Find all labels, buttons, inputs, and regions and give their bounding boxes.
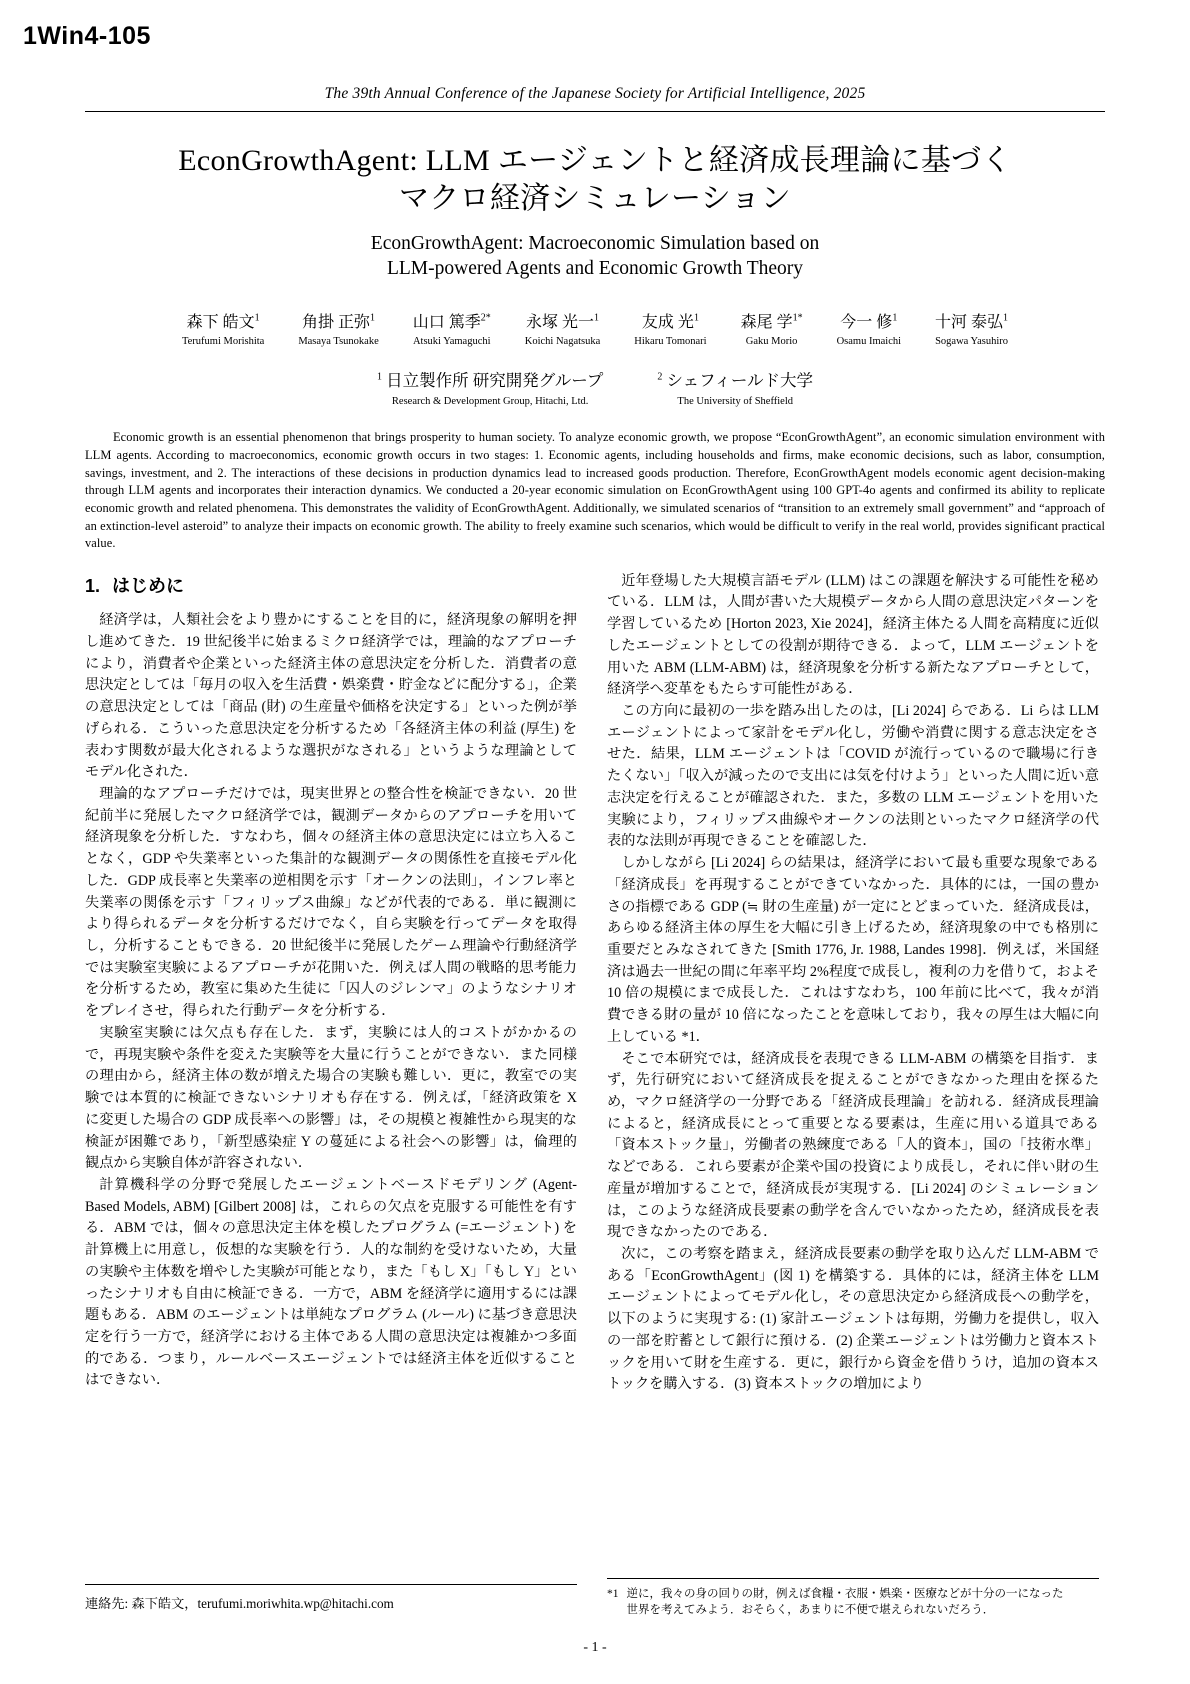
paragraph: 経済学は，人類社会をより豊かにすることを目的に，経済現象の解明を押し進めてきた．19 世紀後半に始まるミクロ経済学では，理論的なアプローチにより，消費者や企業といった経済主体の意思決定を分析した．消費者の意思決定としては「毎月の収入を生活費・娯楽費・貯金などに配分する」，企業の意思決定としては「商品 (財) の生産量や価格を決定する」といった例が挙げられる．こういった意思決定を分析するため「各経済主体の利益 (厚生) を表わす関数が最大化されるような選択がなされる」というような理論としてモデル化された．: [85, 612, 577, 781]
author: [281, 309, 395, 347]
author: [724, 309, 820, 347]
author-name-en: Terufumi Morishita: [181, 336, 265, 348]
title-english: [85, 231, 1105, 282]
author-name-en: Sogawa Yasuhiro: [935, 336, 1008, 348]
title-japanese-line2: マクロ経済シミュレーション: [398, 182, 792, 216]
paragraph: 計算機科学の分野で発展したエージェントベースドモデリング (Agent-Based Models, ABM) [Gilbert 2008] は，これらの欠点を克服する可能性を有する．ABM では，個々の意思決定主体を模したプログラム (=エージェント) を計算機上に用意し，仮想的な実験を行う．人的な制約を受けないため，大量の実験や主体数を増やした実験が可能となり，また「もし X」「もし Y」といったシナリオも自由に検証できる．一方で，ABM を経済学に適用するには課題もある．ABM のエージェントは単純なプログラム (ルール) に基づき意思決定を行う一方で，経済学における主体である人間の意思決定は複雑かつ多面的である．つまり，ルールベースエージェントでは経済主体を近似することはできない．: [85, 1176, 577, 1389]
author: [617, 309, 723, 347]
affiliation-name-ja: $^1$ 日立製作所 研究開発グループ: [376, 371, 604, 391]
footnote-marker: *1: [607, 1587, 619, 1600]
author-name-en: Osamu Imaichi: [836, 336, 902, 348]
paragraph: しかしながら [Li 2024] らの結果は，経済学において最も重要な現象である「経済成長」を再現することができていなかった．具体的には，一国の豊かさの指標である GDP (≒ 財の生産量) が一定にとどまっていた．経済成長は，あらゆる経済主体の厚生を大幅に引き上げるため，経済現象の中でも格別に重要だとみなされてきた [Smith 1776, Jr. 1988, Landes 1998]．例えば，米国経済は過去一世紀の間に年率平均 2%程度で成長し，複利の力を借りて，およそ 10 倍の規模にまで成長した．これはすなわち，100 年前に比べて，我々が消費できる財の量が 10 倍になったことを意味しており，我々の厚生は大幅に向上している *1．: [607, 855, 1099, 1045]
contact-note: 連絡先: 森下皓文，terufumi.moriwhita.wp@hitachi.com: [85, 1584, 577, 1612]
conference-header: The 39th Annual Conference of the Japanese Society for Artificial Intelligence, 2025: [85, 85, 1105, 112]
author-name-en: Koichi Nagatsuka: [524, 336, 601, 348]
author: [396, 309, 508, 347]
author-name-ja: 森下 皓文$^1$: [186, 313, 260, 332]
section-title: はじめに: [112, 575, 185, 596]
body-columns: [85, 571, 1105, 1396]
author: [165, 309, 281, 347]
right-column: [607, 571, 1099, 1396]
author: [918, 309, 1025, 347]
paragraph: そこで本研究では，経済成長を表現できる LLM-ABM の構築を目指す．まず，先行研究において経済成長を捉えることができなかった理由を探るため，マクロ経済学の一分野である「経済成長理論」を訪れる．経済成長理論によると，経済成長にとって重要となる要素は，生産に用いる道具である「資本ストック量」，労働者の熟練度である「人的資本」，国の「技術水準」などである．これら要素が企業や国の投資により成長し，それに伴い財の生産量が増加することで，経済成長が実現する．[Li 2024] のシミュレーションは，このような経済成長要素の動学を含んでいなかったため，経済成長を表現できなかったのである．: [607, 1050, 1099, 1241]
title-english-line1: EconGrowthAgent: Macroeconomic Simulation based on: [370, 232, 820, 254]
author-name-ja: 今一 修$^1$: [840, 313, 898, 332]
section-heading-1: [85, 573, 577, 601]
author-name-ja: 友成 光$^1$: [641, 313, 699, 332]
author: [820, 309, 918, 347]
affiliation: [377, 367, 603, 407]
paragraph: この方向に最初の一歩を踏み出したのは，[Li 2024] らである．Li らは LLM エージェントによって家計をモデル化し，労働や消費に関する意志決定をさせた．結果，LLM エージェントは「COVID が流行っているので職場に行きたくない」「収入が減ったので支出には気を付けよう」といった人間に近い意志決定を行えることが確認された．また，多数の LLM エージェントを用いた実験により，フィリップス曲線やオークンの法則といったマクロ経済学の代表的な法則が再現できることを確認した．: [607, 703, 1099, 850]
author-name-en: Hikaru Tomonari: [634, 336, 707, 348]
author-name-ja: 永塚 光一$^1$: [526, 313, 600, 332]
author: [508, 309, 618, 347]
affiliation-name-en: The University of Sheffield: [677, 396, 793, 408]
author-name-ja: 山口 篤季$^{2*}$: [412, 313, 491, 332]
author-name-ja: 十河 泰弘$^1$: [935, 313, 1009, 332]
abstract-text: Economic growth is an essential phenomenon that brings prosperity to human society. To analyze economic growth, we propose “EconGrowthAgent”, an economic simulation environment with LLM agents. According to macroeconomics, economic growth occurs in two stages: 1. Economic agents, including households and firms, make economic decisions, such as labor, consumption, savings, investment, and 2. The interactions of these decisions in production dynamics lead to increased goods production. Therefore, EconGrowthAgent models economic agent decision-making through LLM agents and incorporates their interaction dynamics. We conducted a 20-year economic simulation on EconGrowthAgent using 100 GPT-4o agents and confirmed its ability to replicate economic growth and related phenomena. This demonstrates the validity of EconGrowthAgent. Additionally, we simulated scenarios of “transition to an extremely small government” and “approach of an extinction-level asteroid” to analyze their impacts on economic growth. The ability to freely examine such scenarios, which would be difficult to verify in the real world, provides significant practical value.: [85, 430, 1105, 551]
affiliation: [657, 367, 813, 407]
affiliation-list: [85, 367, 1105, 407]
paragraph: 次に，この考察を踏まえ，経済成長要素の動学を取り込んだ LLM-ABM である「EconGrowthAgent」(図 1) を構築する．具体的には，経済主体を LLM エージェントによってモデル化し，その意思決定から経済成長への動学を，以下のように実現する: (1) 家計エージェントは毎期，労働力を提供し，収入の一部を貯蓄として銀行に預ける．(2) 企業エージェントは労働力と資本ストックを用いて財を生産する．更に，銀行から資金を借りうけ，追加の資本ストックを購入する．(3) 資本ストックの増加により: [607, 1246, 1099, 1393]
paragraph: 理論的なアプローチだけでは，現実世界との整合性を検証できない．20 世紀前半に発展したマクロ経済学では，観測データからのアプローチを用いて経済現象を分析した．すなわち，個々の経済主体の意思決定には立ち入ることなく，GDP や失業率といった集計的な観測データの関係性を直接モデル化した．GDP 成長率と失業率の逆相関を示す「オークンの法則」，インフレ率と失業率の関係を示す「フィリップス曲線」などが代表的である．単に観測により得られるデータを分析するだけでなく，自ら実験を行ってデータを取得し，分析することもできる．20 世紀後半に発展したゲーム理論や行動経済学では実験室実験によるアプローチが花開いた．例えば人間の戦略的思考能力を分析するため，教室に集めた生徒に「囚人のジレンマ」のようなシナリオをプレイさせ，得られた行動データを分析する．: [85, 786, 577, 1020]
title-japanese-line1: EconGrowthAgent: LLM エージェントと経済成長理論に基づく: [178, 144, 1012, 177]
left-column: [85, 571, 577, 1396]
affiliation-name-ja: $^2$ シェフィールド大学: [657, 371, 814, 391]
author-name-en: Atsuki Yamaguchi: [412, 336, 491, 348]
author-name-en: Gaku Morio: [745, 336, 798, 348]
title-english-line2: LLM-powered Agents and Economic Growth Theory: [386, 258, 804, 280]
author-name-ja: 森尾 学$^{1*}$: [740, 313, 803, 332]
author-name-en: Masaya Tsunokake: [298, 336, 379, 348]
author-name-ja: 角掛 正弥$^1$: [302, 313, 376, 332]
paper-id: 1Win4-105: [23, 22, 151, 50]
title-japanese: [85, 142, 1105, 219]
affiliation-name-en: Research & Development Group, Hitachi, Ltd.: [391, 396, 589, 408]
section-number: 1.: [85, 575, 101, 596]
footnote-text: 逆に，我々の身の回りの財，例えば食糧・衣服・娯楽・医療などが十分の一になった世界を考えてみよう．おそらく，あまりに不便で堪えられないだろう．: [626, 1587, 1064, 1616]
paragraph: 近年登場した大規模言語モデル (LLM) はこの課題を解決する可能性を秘めている．LLM は，人間が書いた大規模データから人間の意思決定パターンを学習しているため [Horton 2023, Xie 2024]，経済主体たる人間を高精度に近似したエージェントとしての役割が期待できる．よって，LLM エージェントを用いた ABM (LLM-ABM) は，経済現象を分析する新たなアプローチとして，経済学へ変革をもたらす可能性がある．: [607, 572, 1099, 698]
footnote: [607, 1578, 1099, 1618]
paragraph: 実験室実験には欠点も存在した．まず，実験には人的コストがかかるので，再現実験や条件を変えた実験等を大量に行うことができない．また同様の理由から，経済主体の数が増えた場合の実験も難しい．更に，教室での実験では本質的に検証できないシナリオも存在する．例えば，「経済政策を X に変更した場合の GDP 成長率への影響」は，その規模と複雑性から現実的な検証が困難であり，「新型感染症 Y の蔓延による社会への影響」は，倫理的観点から実験自体が許容されない．: [85, 1024, 577, 1172]
page-number: - 1 -: [583, 1640, 607, 1655]
author-list: [85, 309, 1105, 347]
